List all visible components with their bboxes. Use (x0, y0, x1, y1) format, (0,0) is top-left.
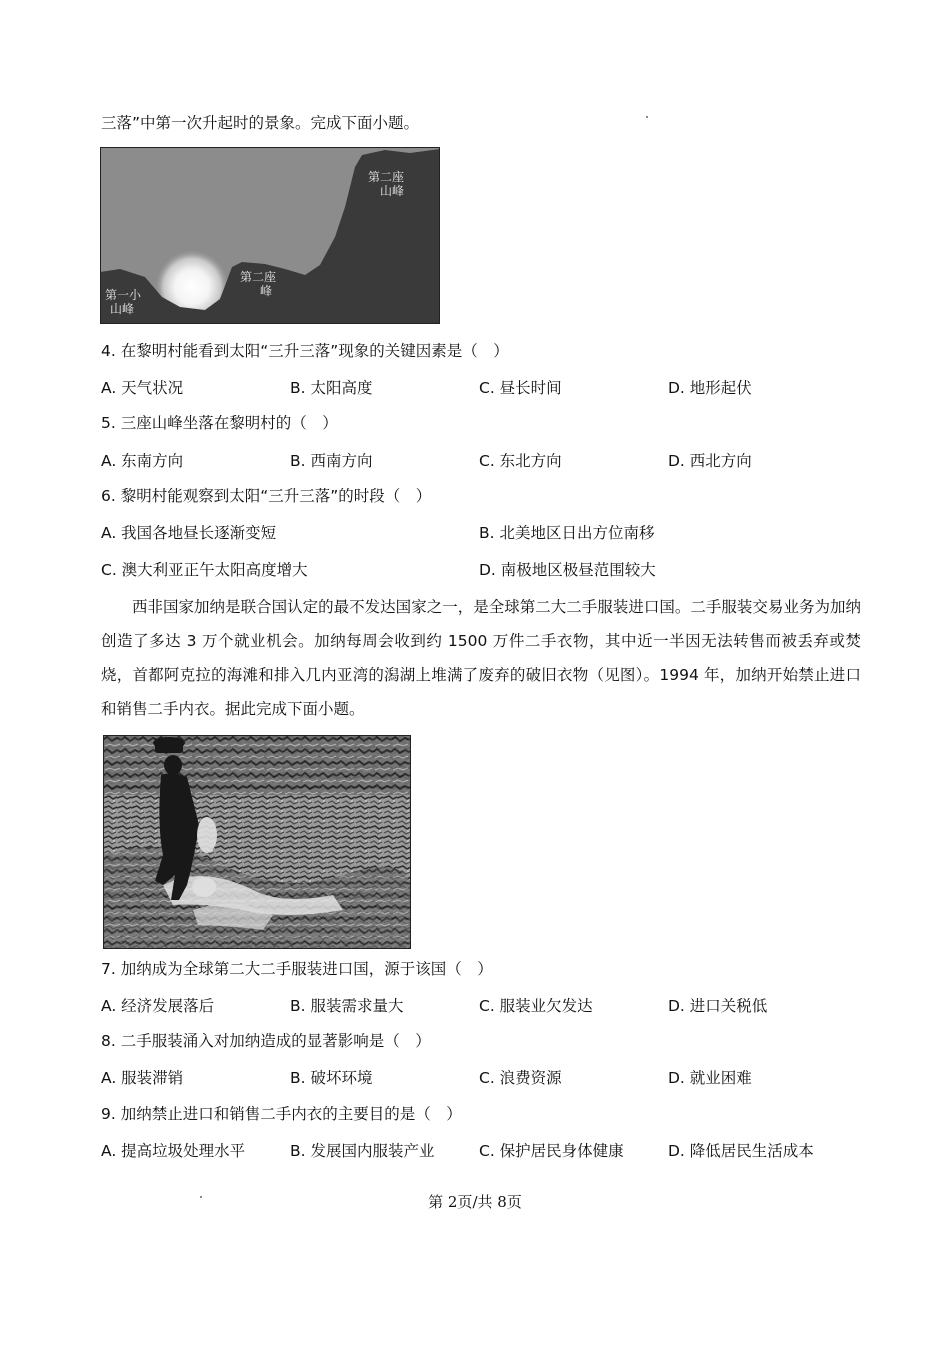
label-peak2b-line2: 峰 (260, 284, 273, 298)
q5-option-b[interactable]: B. 西南方向 (290, 452, 373, 470)
q5-option-d[interactable]: D. 西北方向 (668, 452, 752, 470)
label-peak2b-line1: 第二座 (240, 270, 277, 284)
label-peak2-line1: 第二座 (368, 170, 405, 184)
intro-tail: 三落”中第一次升起时的景象。完成下面小题。 (101, 114, 420, 132)
q5-option-a[interactable]: A. 东南方向 (101, 452, 184, 470)
q9-option-c[interactable]: C. 保护居民身体健康 (479, 1142, 624, 1160)
q4-option-b[interactable]: B. 太阳高度 (290, 379, 373, 397)
q7-stem: 7. 加纳成为全球第二大二手服装进口国，源于该国（ ） (101, 960, 493, 978)
q9-stem: 9. 加纳禁止进口和销售二手内衣的主要目的是（ ） (101, 1105, 462, 1123)
q9-option-a[interactable]: A. 提高垃圾处理水平 (101, 1142, 246, 1160)
q8-option-c[interactable]: C. 浪费资源 (479, 1069, 562, 1087)
q6-stem: 6. 黎明村能观察到太阳“三升三落”的时段（ ） (101, 487, 432, 505)
label-peak1-line2: 山峰 (110, 302, 135, 316)
q8-option-d[interactable]: D. 就业困难 (668, 1069, 752, 1087)
q8-option-a[interactable]: A. 服装滞销 (101, 1069, 184, 1087)
discarded-clothes-photo (103, 735, 411, 949)
q9-option-b[interactable]: B. 发展国内服装产业 (290, 1142, 435, 1160)
label-peak1-line1: 第一小 (105, 288, 142, 302)
q6-option-a[interactable]: A. 我国各地昼长逐渐变短 (101, 524, 277, 542)
label-peak2-line2: 山峰 (380, 184, 405, 198)
q6-option-b[interactable]: B. 北美地区日出方位南移 (479, 524, 655, 542)
q6-option-d[interactable]: D. 南极地区极昼范围较大 (479, 561, 656, 579)
q4-stem: 4. 在黎明村能看到太阳“三升三落”现象的关键因素是（ ） (101, 342, 509, 360)
q5-option-c[interactable]: C. 东北方向 (479, 452, 562, 470)
q7-option-c[interactable]: C. 服装业欠发达 (479, 997, 593, 1015)
scan-dot (646, 116, 648, 118)
q8-stem: 8. 二手服装涌入对加纳造成的显著影响是（ ） (101, 1032, 431, 1050)
passage-ghana: 西非国家加纳是联合国认定的最不发达国家之一，是全球第二大二手服装进口国。二手服装交易业务为加纳创造了多达 3 万个就业机会。加纳每周会收到约 1500 万件二手衣物，其中近一半因无法转售而被丢弃或焚烧，首都阿克拉的海滩和排入几内亚湾的潟湖上堆满了废弃的破旧衣物（见图）。1994 年，加纳开始禁止进口和销售二手内衣。据此完成下面小题。 (101, 598, 861, 718)
q7-option-b[interactable]: B. 服装需求量大 (290, 997, 404, 1015)
page-footer: 第 2页/共 8页 (428, 1193, 522, 1211)
q6-option-c[interactable]: C. 澳大利亚正午太阳高度增大 (101, 561, 308, 579)
q4-option-c[interactable]: C. 昼长时间 (479, 379, 562, 397)
q8-option-b[interactable]: B. 破坏环境 (290, 1069, 373, 1087)
q7-option-a[interactable]: A. 经济发展落后 (101, 997, 215, 1015)
sunrise-mountain-figure (100, 147, 440, 324)
q4-option-a[interactable]: A. 天气状况 (101, 379, 184, 397)
q5-stem: 5. 三座山峰坐落在黎明村的（ ） (101, 414, 338, 432)
q9-option-d[interactable]: D. 降低居民生活成本 (668, 1142, 814, 1160)
q7-option-d[interactable]: D. 进口关税低 (668, 997, 768, 1015)
q4-option-d[interactable]: D. 地形起伏 (668, 379, 752, 397)
